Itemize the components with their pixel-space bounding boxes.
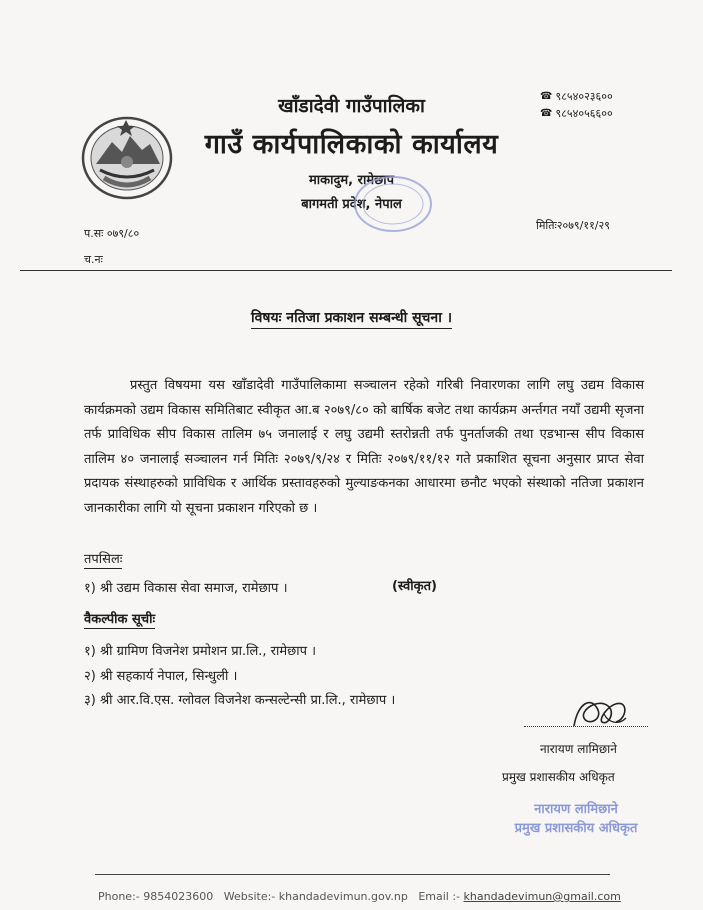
list-item: १) श्री ग्रामिण विजनेश प्रमोशन प्रा.लि., रामेछाप । [84, 644, 317, 659]
selected-status: (स्वीकृत) [392, 579, 437, 594]
footer-website[interactable]: Website:- khandadevimun.gov.np [223, 890, 408, 903]
list-item: २) श्री सहकार्य नेपाल, सिन्धुली । [84, 668, 238, 684]
footer-divider [95, 874, 610, 875]
alternates-heading: वैकल्पीक सूचीः [84, 612, 156, 627]
footer-phone: Phone:- 9854023600 [98, 890, 214, 903]
phone-number: ९८५४०२३६०० [555, 90, 613, 103]
subject-line [0, 308, 703, 327]
signature-line [524, 726, 648, 727]
alternates-list [84, 640, 395, 714]
signer-name: नारायण लामिछाने [540, 742, 617, 756]
footer-email-link[interactable]: khandadevimun@gmail.com [463, 890, 621, 903]
footer [98, 890, 621, 903]
stamp-title: प्रमुख प्रशासकीय अधिकृत [514, 821, 638, 836]
office-title: गाउँ कार्यपालिकाको कार्यालय [204, 129, 499, 160]
phone-line [540, 88, 613, 105]
telephone-icon: ☎ [540, 108, 553, 119]
footer-email-label: Email :- [418, 890, 461, 903]
telephone-icon: ☎ [540, 91, 553, 102]
signer-title: प्रमुख प्रशासकीय अधिकृत [502, 770, 615, 784]
phone-line [540, 105, 613, 122]
office-stamp-icon [352, 174, 434, 234]
header-divider [20, 270, 672, 271]
address-line2: बागमती प्रदेश, नेपाल [301, 197, 402, 212]
list-item: ३) श्री आर.वि.एस. ग्लोवल विजनेश कन्सल्टेन्सी प्रा.लि., रामेछाप । [84, 693, 396, 708]
phone-number: ९८५४०५६६०० [555, 107, 613, 120]
body-paragraph: प्रस्तुत विषयमा यस खाँडादेवी गाउँपालिकामा सञ्चालन रहेको गरिबी निवारणका लागि लघु उद्यम विकास कार्यक्रमको उद्यम विकास समितिबाट स्वीकृत आ.ब २०७९/८० को बार्षिक बजेट तथा कार्यक्रम अर्न्तगत नयाँ उद्यमी सृजना तर्फ प्राविधिक सीप विकास तालिम ७५ जनालाई र लघु उद्यमी स्तरोन्नती तर्फ पुनर्ताजकी तथा एडभान्स सीप विकास तालिम ४० जनालाई सञ्चालन गर्न मितिः २०७९/९/२४ र मितिः २०७९/११/१२ गते प्रकाशित सूचना अनुसार प्राप्त सेवा प्रदायक संस्थाहरुको प्राविधिक र आर्थिक प्रस्तावहरुको मुल्याङकनका आधारमा छनौट भएको संस्थाको नतिजा प्रकाशन जानकारीका लागि यो सूचना प्रकाशन गरिएको छ । [84, 378, 644, 516]
stamp-name: नारायण लामिछाने [534, 802, 618, 817]
selected-organization: १) श्री उद्यम विकास सेवा समाज, रामेछाप । [84, 581, 288, 596]
handwritten-signature-icon [568, 692, 630, 734]
org-name: खाँडादेवी गाउँपालिका [278, 95, 425, 117]
details-heading: तपसिलः [84, 552, 123, 567]
dispatch-number: च.नः [84, 253, 103, 266]
subject-text: विषयः नतिजा प्रकाशन सम्बन्धी सूचना । [251, 310, 452, 329]
reference-number: प.सः ०७९/८० [84, 227, 140, 240]
name-stamp [506, 800, 646, 838]
letter-date: मितिः२०७९/११/२९ [536, 219, 610, 232]
address-line1: माकादुम, रामेछाप [309, 173, 394, 188]
header-phones [540, 88, 613, 122]
